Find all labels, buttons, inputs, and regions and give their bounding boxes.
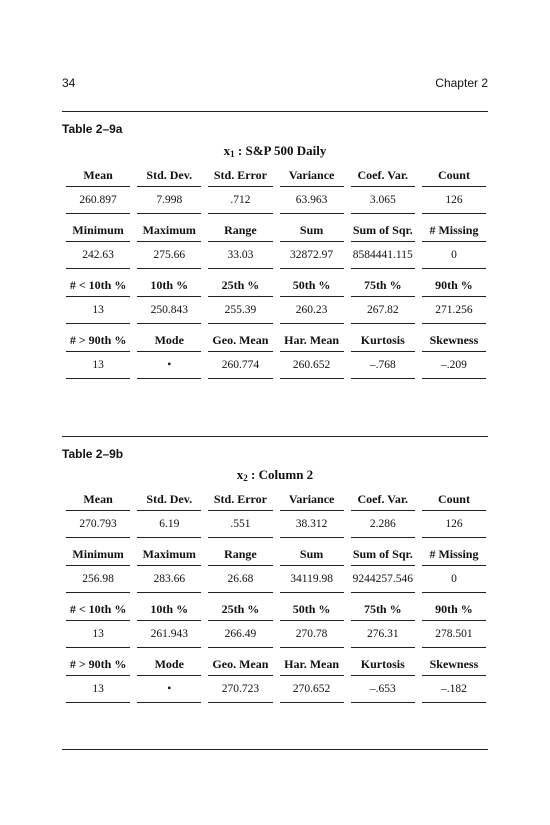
stat-label: Sum of Sqr. xyxy=(351,220,415,242)
stat-label: # < 10th % xyxy=(66,599,130,621)
stat-cell xyxy=(280,220,344,275)
stat-value: 260.774 xyxy=(208,352,272,379)
stat-value: 13 xyxy=(66,297,130,324)
stat-value: –.653 xyxy=(351,676,415,703)
stat-cell xyxy=(66,489,130,544)
stat-value: 9244257.546 xyxy=(351,566,415,593)
stat-label: Geo. Mean xyxy=(208,330,272,352)
divider xyxy=(62,749,488,750)
stat-value: 26.68 xyxy=(208,566,272,593)
stat-cell xyxy=(280,489,344,544)
stats-row xyxy=(66,654,486,709)
stats-row xyxy=(66,220,486,275)
stat-label: Range xyxy=(208,544,272,566)
stat-label: 10th % xyxy=(137,599,201,621)
stats-row xyxy=(66,165,486,220)
table-label: Table 2–9a xyxy=(62,122,123,136)
variable-title xyxy=(62,467,488,483)
stat-cell xyxy=(351,654,415,709)
stat-label: 25th % xyxy=(208,599,272,621)
stat-value: 126 xyxy=(422,511,486,538)
stat-label: Std. Dev. xyxy=(137,165,201,187)
stat-cell xyxy=(422,330,486,385)
variable-separator: : xyxy=(251,467,256,482)
stat-value: 7.998 xyxy=(137,187,201,214)
stat-value: 278.501 xyxy=(422,621,486,648)
stat-value: 13 xyxy=(66,621,130,648)
stat-label: Minimum xyxy=(66,220,130,242)
stat-cell xyxy=(137,544,201,599)
stat-value: 260.897 xyxy=(66,187,130,214)
stat-label: # < 10th % xyxy=(66,275,130,297)
stat-label: 25th % xyxy=(208,275,272,297)
stat-cell xyxy=(66,220,130,275)
stat-label: 75th % xyxy=(351,275,415,297)
stat-cell xyxy=(422,599,486,654)
stat-label: Kurtosis xyxy=(351,654,415,676)
stat-cell xyxy=(137,330,201,385)
stat-label: Sum xyxy=(280,544,344,566)
variable-subscript: 2 xyxy=(243,473,248,483)
stat-cell xyxy=(208,330,272,385)
stat-cell xyxy=(208,544,272,599)
stat-label: Std. Error xyxy=(208,165,272,187)
stat-label: Mean xyxy=(66,165,130,187)
stat-value: 256.98 xyxy=(66,566,130,593)
stat-value: 266.49 xyxy=(208,621,272,648)
stat-value: 242.63 xyxy=(66,242,130,269)
stat-value: 13 xyxy=(66,352,130,379)
stat-cell xyxy=(351,544,415,599)
variable-name: S&P 500 Daily xyxy=(245,143,327,158)
stat-cell xyxy=(137,165,201,220)
stat-cell xyxy=(66,330,130,385)
stats-row xyxy=(66,489,486,544)
stat-value: 0 xyxy=(422,242,486,269)
stat-label: Har. Mean xyxy=(280,654,344,676)
stat-value: .551 xyxy=(208,511,272,538)
stat-value: 250.843 xyxy=(137,297,201,324)
stat-cell xyxy=(66,599,130,654)
stat-cell xyxy=(66,165,130,220)
stat-value: 260.652 xyxy=(280,352,344,379)
stat-cell xyxy=(351,275,415,330)
stat-value: .712 xyxy=(208,187,272,214)
stat-cell xyxy=(208,165,272,220)
stat-cell xyxy=(422,654,486,709)
stat-label: Coef. Var. xyxy=(351,489,415,511)
stat-value: 276.31 xyxy=(351,621,415,648)
stat-cell xyxy=(422,165,486,220)
stat-cell xyxy=(351,489,415,544)
stat-label: # > 90th % xyxy=(66,330,130,352)
stat-label: Mode xyxy=(137,654,201,676)
stat-value: 38.312 xyxy=(280,511,344,538)
stat-value: 275.66 xyxy=(137,242,201,269)
stat-value: 267.82 xyxy=(351,297,415,324)
stat-cell xyxy=(351,165,415,220)
stat-label: Sum of Sqr. xyxy=(351,544,415,566)
stat-cell xyxy=(137,275,201,330)
stat-label: Skewness xyxy=(422,330,486,352)
stat-cell xyxy=(280,330,344,385)
stat-value: • xyxy=(137,676,201,703)
stat-value: 270.78 xyxy=(280,621,344,648)
stat-value: • xyxy=(137,352,201,379)
stat-cell xyxy=(137,654,201,709)
stats-row xyxy=(66,599,486,654)
stat-label: Count xyxy=(422,489,486,511)
divider xyxy=(62,111,488,112)
stat-cell xyxy=(66,544,130,599)
stat-label: 50th % xyxy=(280,599,344,621)
variable-title xyxy=(62,143,488,159)
stat-label: # Missing xyxy=(422,544,486,566)
stat-value: 3.065 xyxy=(351,187,415,214)
stat-value: 255.39 xyxy=(208,297,272,324)
stat-label: Har. Mean xyxy=(280,330,344,352)
stat-cell xyxy=(208,599,272,654)
variable-symbol: x xyxy=(236,467,244,482)
stat-label: Range xyxy=(208,220,272,242)
stat-cell xyxy=(137,220,201,275)
stat-value: 8584441.115 xyxy=(351,242,415,269)
stat-value: 33.03 xyxy=(208,242,272,269)
stat-cell xyxy=(137,599,201,654)
stat-value: 32872.97 xyxy=(280,242,344,269)
stat-cell xyxy=(280,165,344,220)
stat-cell xyxy=(137,489,201,544)
table-label: Table 2–9b xyxy=(62,447,124,461)
stat-label: Kurtosis xyxy=(351,330,415,352)
stat-label: 75th % xyxy=(351,599,415,621)
stat-label: Count xyxy=(422,165,486,187)
stat-label: Minimum xyxy=(66,544,130,566)
stat-value: 126 xyxy=(422,187,486,214)
stat-value: –.182 xyxy=(422,676,486,703)
stat-value: 270.793 xyxy=(66,511,130,538)
variable-separator: : xyxy=(237,143,243,158)
stat-value: 270.723 xyxy=(208,676,272,703)
stat-label: Variance xyxy=(280,165,344,187)
page-number: 34 xyxy=(62,76,76,90)
stat-label: Maximum xyxy=(137,544,201,566)
stat-cell xyxy=(351,599,415,654)
stat-label: Mean xyxy=(66,489,130,511)
stat-label: Std. Dev. xyxy=(137,489,201,511)
variable-symbol: x xyxy=(223,143,231,158)
stat-value: 271.256 xyxy=(422,297,486,324)
stat-cell xyxy=(351,330,415,385)
stat-label: 90th % xyxy=(422,599,486,621)
stat-label: Sum xyxy=(280,220,344,242)
stat-value: 261.943 xyxy=(137,621,201,648)
stat-label: Coef. Var. xyxy=(351,165,415,187)
stat-value: 13 xyxy=(66,676,130,703)
stat-label: Geo. Mean xyxy=(208,654,272,676)
stats-row xyxy=(66,275,486,330)
stat-value: 260.23 xyxy=(280,297,344,324)
stat-cell xyxy=(280,275,344,330)
stat-value: 270.652 xyxy=(280,676,344,703)
stat-cell xyxy=(422,489,486,544)
stat-label: # > 90th % xyxy=(66,654,130,676)
divider xyxy=(62,436,488,437)
stat-cell xyxy=(66,275,130,330)
stat-value: –.768 xyxy=(351,352,415,379)
stat-value: 283.66 xyxy=(137,566,201,593)
stat-label: 90th % xyxy=(422,275,486,297)
stat-cell xyxy=(422,275,486,330)
stat-cell xyxy=(66,654,130,709)
stat-label: # Missing xyxy=(422,220,486,242)
stat-cell xyxy=(422,544,486,599)
stat-cell xyxy=(280,544,344,599)
stat-cell xyxy=(422,220,486,275)
stat-cell xyxy=(280,599,344,654)
chapter-heading: Chapter 2 xyxy=(435,76,488,90)
stat-value: 6.19 xyxy=(137,511,201,538)
stat-value: 0 xyxy=(422,566,486,593)
stat-cell xyxy=(208,220,272,275)
stat-value: –.209 xyxy=(422,352,486,379)
variable-name: Column 2 xyxy=(258,467,314,482)
stat-value: 2.286 xyxy=(351,511,415,538)
stat-label: 50th % xyxy=(280,275,344,297)
stat-value: 63.963 xyxy=(280,187,344,214)
stats-table xyxy=(66,489,486,709)
stats-table xyxy=(66,165,486,385)
stat-label: Maximum xyxy=(137,220,201,242)
stat-cell xyxy=(351,220,415,275)
stat-cell xyxy=(208,275,272,330)
stat-label: 10th % xyxy=(137,275,201,297)
stat-cell xyxy=(208,489,272,544)
stats-row xyxy=(66,330,486,385)
variable-subscript: 1 xyxy=(230,149,235,159)
stat-label: Std. Error xyxy=(208,489,272,511)
stat-value: 34119.98 xyxy=(280,566,344,593)
stats-row xyxy=(66,544,486,599)
stat-cell xyxy=(208,654,272,709)
stat-label: Skewness xyxy=(422,654,486,676)
stat-cell xyxy=(280,654,344,709)
stat-label: Variance xyxy=(280,489,344,511)
stat-label: Mode xyxy=(137,330,201,352)
